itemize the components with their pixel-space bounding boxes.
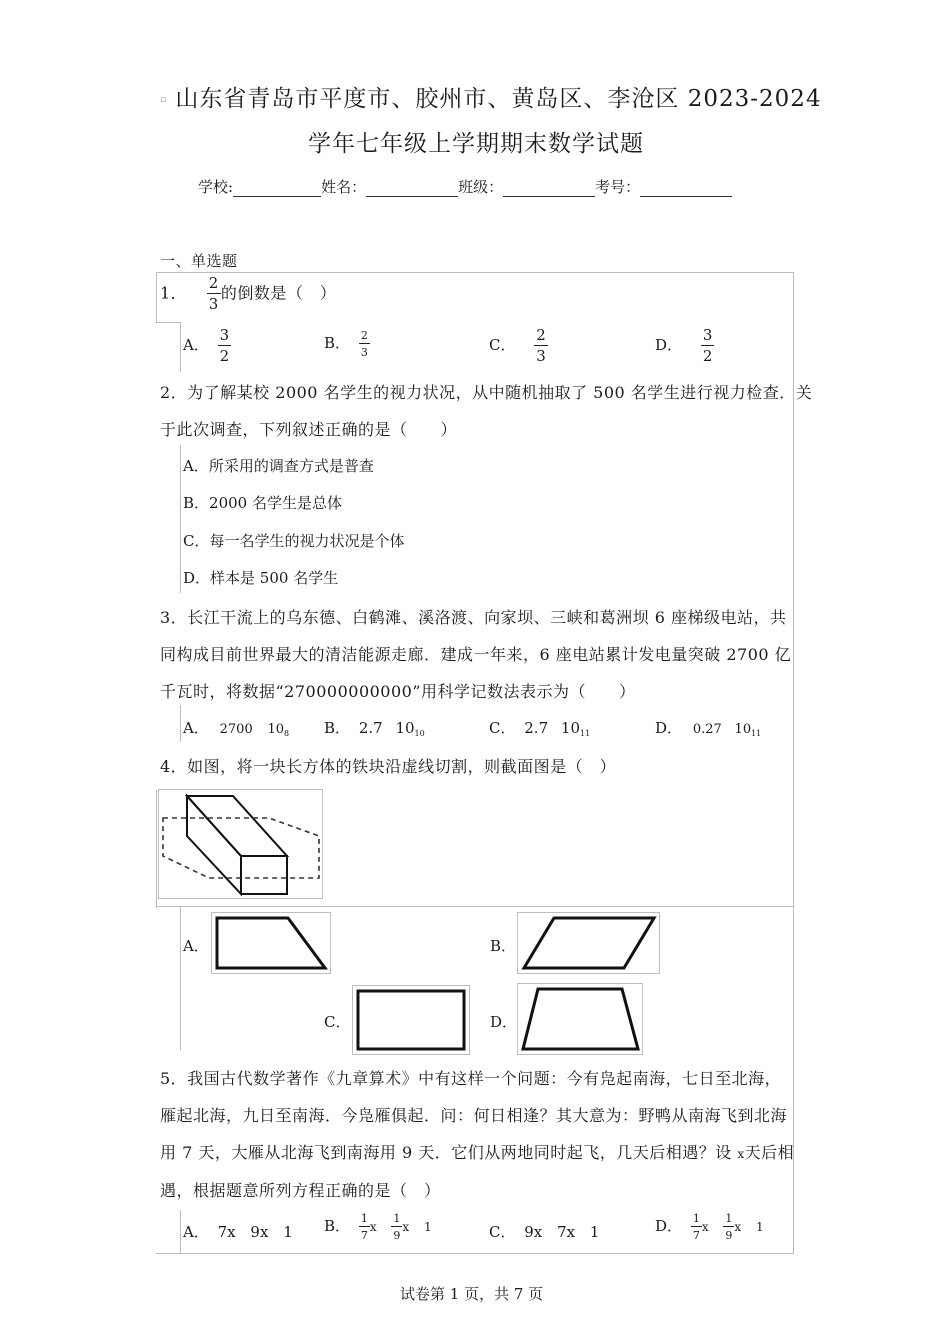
parallelogram (518, 913, 659, 973)
frac-num: 1 (725, 1212, 733, 1225)
term-2: 7x (557, 1223, 576, 1241)
option-label: D． (655, 1217, 683, 1235)
q5-line-2: 雁起北海，九日至南海．今凫雁俱起．问：何日相逢？其大意为：野鸭从南海飞到北海 (160, 1106, 788, 1125)
option-label: A． (183, 719, 209, 737)
option-label: B． (324, 1217, 351, 1235)
term-1: 9x (524, 1223, 543, 1241)
frame-mid-q4 (156, 906, 794, 907)
isosceles-trapezoid (518, 984, 642, 1054)
coefficient: 0.27 (692, 722, 722, 737)
class-field[interactable] (503, 182, 595, 197)
frac-num: 2 (536, 326, 546, 344)
question-1 (160, 276, 336, 312)
option-label: D． (655, 336, 683, 354)
q4-option-d-figure[interactable] (517, 983, 643, 1055)
q2-option-c[interactable]: C．每一名学生的视力状况是个体 (183, 532, 405, 550)
option-label: B． (324, 334, 351, 352)
school-field[interactable] (233, 182, 321, 197)
q5-line-1: 5．我国古代数学著作《九章算术》中有这样一个问题：今有凫起南海，七日至北海， (160, 1069, 782, 1088)
q4-text: 4．如图，将一块长方体的铁块沿虚线切割，则截面图是（ ） (160, 757, 617, 776)
q3-option-b[interactable] (324, 717, 425, 738)
frame-opt-q3 (180, 705, 181, 742)
exponent: 11 (580, 729, 591, 738)
q5-line-3 (160, 1140, 794, 1163)
q3-option-d[interactable] (655, 717, 761, 738)
term-3: 1 (755, 1220, 764, 1234)
q5-option-b[interactable] (324, 1213, 432, 1241)
q1-frac-den: 3 (208, 295, 219, 313)
title-line-1 (160, 80, 822, 113)
option-label: A． (183, 336, 209, 354)
q5-option-d[interactable] (655, 1213, 764, 1241)
name-label: 姓名： (321, 178, 367, 196)
q3-line-3: 千瓦时，将数据“270000000000”用科学记数法表示为（ ） (160, 682, 636, 701)
var-x: x (402, 1220, 410, 1234)
frac-den: 3 (360, 346, 368, 359)
q4-option-a-figure[interactable] (211, 912, 331, 974)
frac-den: 9 (393, 1229, 401, 1242)
frac-den: 2 (702, 347, 713, 365)
q5-option-c[interactable] (489, 1221, 599, 1242)
frame-opt-q2 (180, 445, 181, 593)
frame-left-q4 (156, 790, 157, 908)
q1-option-a[interactable] (183, 328, 231, 364)
q1-a-fraction (218, 328, 232, 364)
frame-opt-q1 (180, 322, 181, 372)
q1-text: 的倒数是（ ） (220, 283, 337, 303)
frac-den: 2 (219, 347, 230, 365)
q3-line-2: 同构成目前世界最大的清洁能源走廊．建成一年来，6 座电站累计发电量突破 2700 亿 (160, 645, 792, 664)
rectangle (353, 986, 469, 1054)
q2-line-2: 于此次调查，下列叙述正确的是（ ） (160, 420, 458, 439)
option-label: D． (655, 719, 683, 737)
title-line-2: 学年七年级上学期期末数学试题 (308, 131, 644, 157)
q5-option-a[interactable] (183, 1221, 293, 1242)
q1-option-c[interactable] (489, 328, 548, 364)
name-field[interactable] (366, 182, 458, 197)
class-label: 班级： (458, 178, 504, 196)
q2-line-1: 2．为了解某校 2000 名学生的视力状况，从中随机抽取了 500 名学生进行视力检查．关 (160, 383, 813, 402)
frac-num: 2 (360, 329, 368, 342)
q4-option-a-label[interactable]: A． (183, 937, 209, 955)
frame-tick-q1 (156, 322, 180, 323)
q1-option-b[interactable] (324, 330, 370, 358)
title-text-1: 山东省青岛市平度市、胶州市、黄岛区、李沧区 2023-2024 (175, 86, 822, 112)
frac-den: 7 (692, 1229, 700, 1242)
frac-1 (691, 1213, 702, 1241)
frac-den: 9 (725, 1229, 733, 1242)
frame-top (156, 272, 794, 273)
exam-number-field[interactable] (640, 182, 732, 197)
frame-left-q1 (156, 272, 157, 322)
option-label: C． (489, 719, 516, 737)
q5-line-3a: 用 7 天，大雁从北海飞到南海用 9 天．它们从两地同时起飞，几天后相遇？设 (160, 1143, 732, 1162)
var-x: x (734, 1220, 742, 1234)
q3-option-a[interactable] (183, 717, 289, 738)
frame-bottom (156, 1253, 794, 1254)
section-title: 一、单选题 (160, 252, 238, 270)
base: 10 (267, 722, 285, 737)
option-label: B． (324, 719, 351, 737)
frac-num: 1 (360, 1212, 368, 1225)
exam-number-label: 考号： (595, 178, 641, 196)
exponent: 10 (414, 729, 425, 738)
bullet-mark: ▫ (160, 95, 168, 105)
q4-option-b-figure[interactable] (517, 912, 660, 974)
q3-option-c[interactable] (489, 717, 590, 738)
frac-1 (359, 1213, 370, 1241)
q1-number: 1． (160, 283, 188, 303)
q1-frac-num: 2 (208, 274, 219, 292)
base: 10 (395, 719, 415, 737)
frac-2 (391, 1213, 402, 1241)
frac-num: 1 (692, 1212, 700, 1225)
frac-den: 3 (536, 347, 546, 365)
frac-2 (723, 1213, 734, 1241)
option-label: C． (489, 1223, 516, 1241)
q1-option-d[interactable] (655, 328, 714, 364)
term-3: 1 (283, 1223, 293, 1241)
var-x: x (701, 1220, 709, 1234)
term-1: 7x (217, 1223, 236, 1241)
trapezoid-right-slant (212, 913, 330, 973)
cuboid-diagram (159, 790, 322, 898)
q2-option-b[interactable]: B．2000 名学生是总体 (183, 494, 342, 512)
frame-opt-q5 (180, 1210, 181, 1254)
term-2: 9x (250, 1223, 269, 1241)
option-label: C． (489, 336, 516, 354)
q4-option-b-label[interactable]: B． (490, 937, 517, 955)
q2-option-a[interactable]: A．所采用的调查方式是普查 (183, 457, 374, 475)
q1-fraction (207, 276, 221, 312)
q4-option-c-figure[interactable] (352, 985, 470, 1055)
frame-right (793, 272, 794, 1254)
frac-num: 3 (219, 326, 230, 344)
frac-num: 1 (393, 1212, 401, 1225)
q4-figure (158, 789, 323, 899)
coefficient: 2.7 (358, 719, 383, 737)
page-footer: 试卷第 1 页，共 7 页 (400, 1285, 544, 1303)
q4-option-d-label[interactable]: D． (490, 1013, 518, 1031)
base: 10 (560, 719, 580, 737)
coefficient: 2700 (219, 722, 253, 737)
q2-option-d[interactable]: D．样本是 500 名学生 (183, 569, 339, 587)
exponent: 11 (751, 729, 762, 738)
term-3: 1 (423, 1220, 432, 1234)
student-info-row (198, 176, 732, 197)
q5-line-4: 遇，根据题意所列方程正确的是（ ） (160, 1181, 441, 1200)
school-label: 学校: (198, 178, 234, 196)
option-label: A． (183, 1223, 209, 1241)
q1-c-fraction (534, 328, 548, 364)
exponent: 8 (284, 729, 290, 738)
q5-line-3b: 天后相 (744, 1143, 795, 1162)
q4-option-c-label[interactable]: C． (324, 1013, 351, 1031)
term-3: 1 (589, 1223, 600, 1241)
q5-variable: x (737, 1147, 745, 1161)
q3-line-1: 3．长江干流上的乌东德、白鹤滩、溪洛渡、向家坝、三峡和葛洲坝 6 座梯级电站，共 (160, 608, 787, 627)
frac-num: 3 (702, 326, 713, 344)
q1-d-fraction (701, 328, 715, 364)
var-x: x (369, 1220, 377, 1234)
q1-b-fraction (359, 330, 370, 358)
base: 10 (734, 722, 752, 737)
frac-den: 7 (360, 1229, 368, 1242)
coefficient: 2.7 (524, 719, 549, 737)
frame-opt-q4 (180, 906, 181, 1050)
